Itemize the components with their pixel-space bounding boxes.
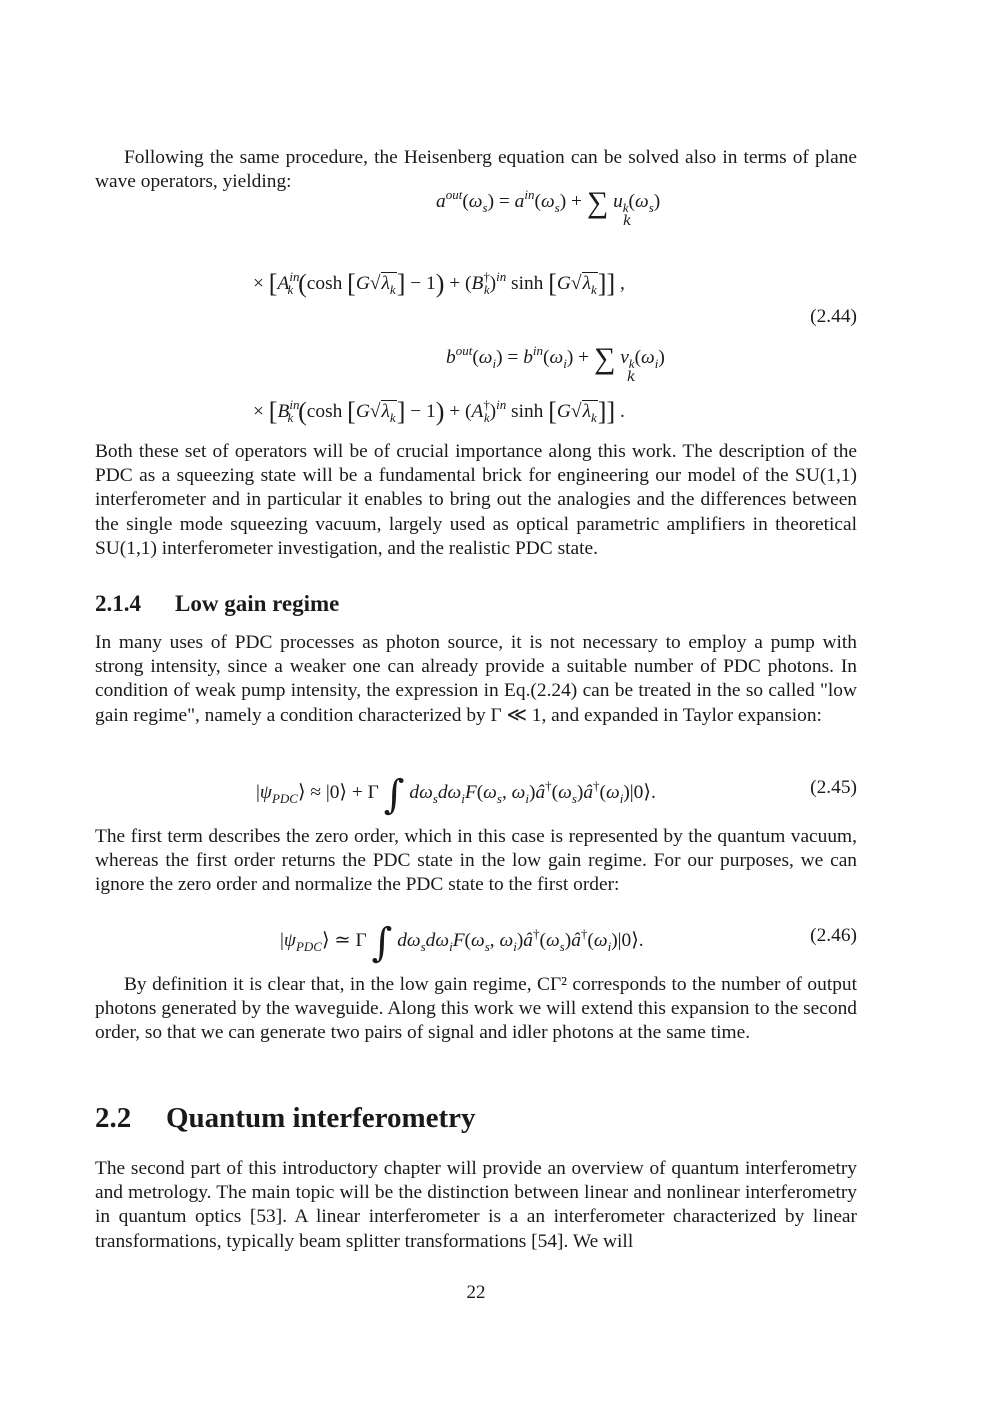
paragraph-intro: Following the same procedure, the Heisenberg equation can be solved also in terms of plane wave operators, yielding: (95, 147, 857, 193)
page-number: 22 (466, 1282, 486, 1303)
subsection-title: Low gain regime (175, 591, 340, 616)
equation-2-45: $|\psi_{PDC}⟩$ ≈ |0⟩ + Γ ∫ $d\omega_sd\omega_iF(\omega_s$, $\omega_i)â^\dagger(\omega_s)â^\dagger(\omega_i)|0⟩$. (256, 772, 656, 818)
section-title: Quantum interferometry (166, 1102, 476, 1134)
paragraph-quantum-interferometry: The second part of this introductory chapter will provide an overview of quantum interferometry and metrology. The main topic will be the distinction between linear and nonlinear interferometry in quantum optics [53]. A linear interferometer is a an interferometer characterized by linear transformations, typically beam splitter transformations [54]. We will (95, 1158, 857, 1252)
equation-a-out: $a^{out}(\omega_s) = a^{in}(\omega_s)$ + ∑ $u_k(\omega_s)$ (436, 186, 661, 219)
subsection-number: 2.1.4 (95, 591, 141, 616)
equation-number-2-46: (2.46) (810, 925, 857, 946)
equation-2-46: $|\psi_{PDC}⟩$ ≃ Γ ∫ $d\omega_sd\omega_iF(\omega_s$, $\omega_i)â^\dagger(\omega_s)â^\dagger(\omega_i)|0⟩$. (280, 920, 644, 966)
paragraph-low-gain: In many uses of PDC processes as photon source, it is not necessary to employ a pump with strong intensity, since a weaker one can already provide a suitable number of PDC photons. In condition of weak pump intensity, the expression in Eq.(2.24) can be treated in the so called "low gain regime", namely a condition characterized by Γ ≪ 1, and expanded in Taylor expansion: (95, 632, 857, 726)
subsection-heading (95, 591, 339, 617)
equation-a-out-continued: × [$A^{in}_k$ (cosh $[G√\lambda_k] - 1) + (B^\dagger_k)^{in}$ $\sinh [G√\lambda_k]$] , (253, 269, 625, 298)
equation-b-out-continued: × [$B^{in}_k$ (cosh $[G√\lambda_k] - 1) + (A^\dagger_k)^{in}$ $\sinh [G√\lambda_k]$] . (253, 397, 625, 426)
sum-index-k-2: k (627, 369, 636, 385)
equation-number-2-44: (2.44) (810, 306, 857, 327)
section-number: 2.2 (95, 1102, 132, 1134)
equation-b-out: $b^{out}(\omega_i) = b^{in}(\omega_i)$ + ∑ $v_k(\omega_i)$ (446, 342, 665, 375)
sum-index-k: k (623, 213, 632, 229)
section-heading (95, 1102, 476, 1135)
paragraph-definition: By definition it is clear that, in the low gain regime, CΓ² corresponds to the number of output photons generated by the waveguide. Along this work we will extend this expansion to the second order, so that we can generate two pairs of signal and idler photons at the same time. (95, 974, 857, 1044)
paragraph-zero-order: The first term describes the zero order, which in this case is represented by the quantum vacuum, whereas the first order returns the PDC state in the low gain regime. For our purposes, we can ignore the zero order and normalize the PDC state to the first order: (95, 826, 857, 896)
equation-number-2-45: (2.45) (810, 777, 857, 798)
paragraph-operators: Both these set of operators will be of crucial importance along this work. The description of the PDC as a squeezing state will be a fundamental brick for engineering our model of the SU(1,1) interferometer and in particular it enables to bring out the analogies and the differences between the single mode squeezing vacuum, largely used as optical parametric amplifiers in theoretical SU(1,1) interferometer investigation, and the realistic PDC state. (95, 441, 857, 559)
